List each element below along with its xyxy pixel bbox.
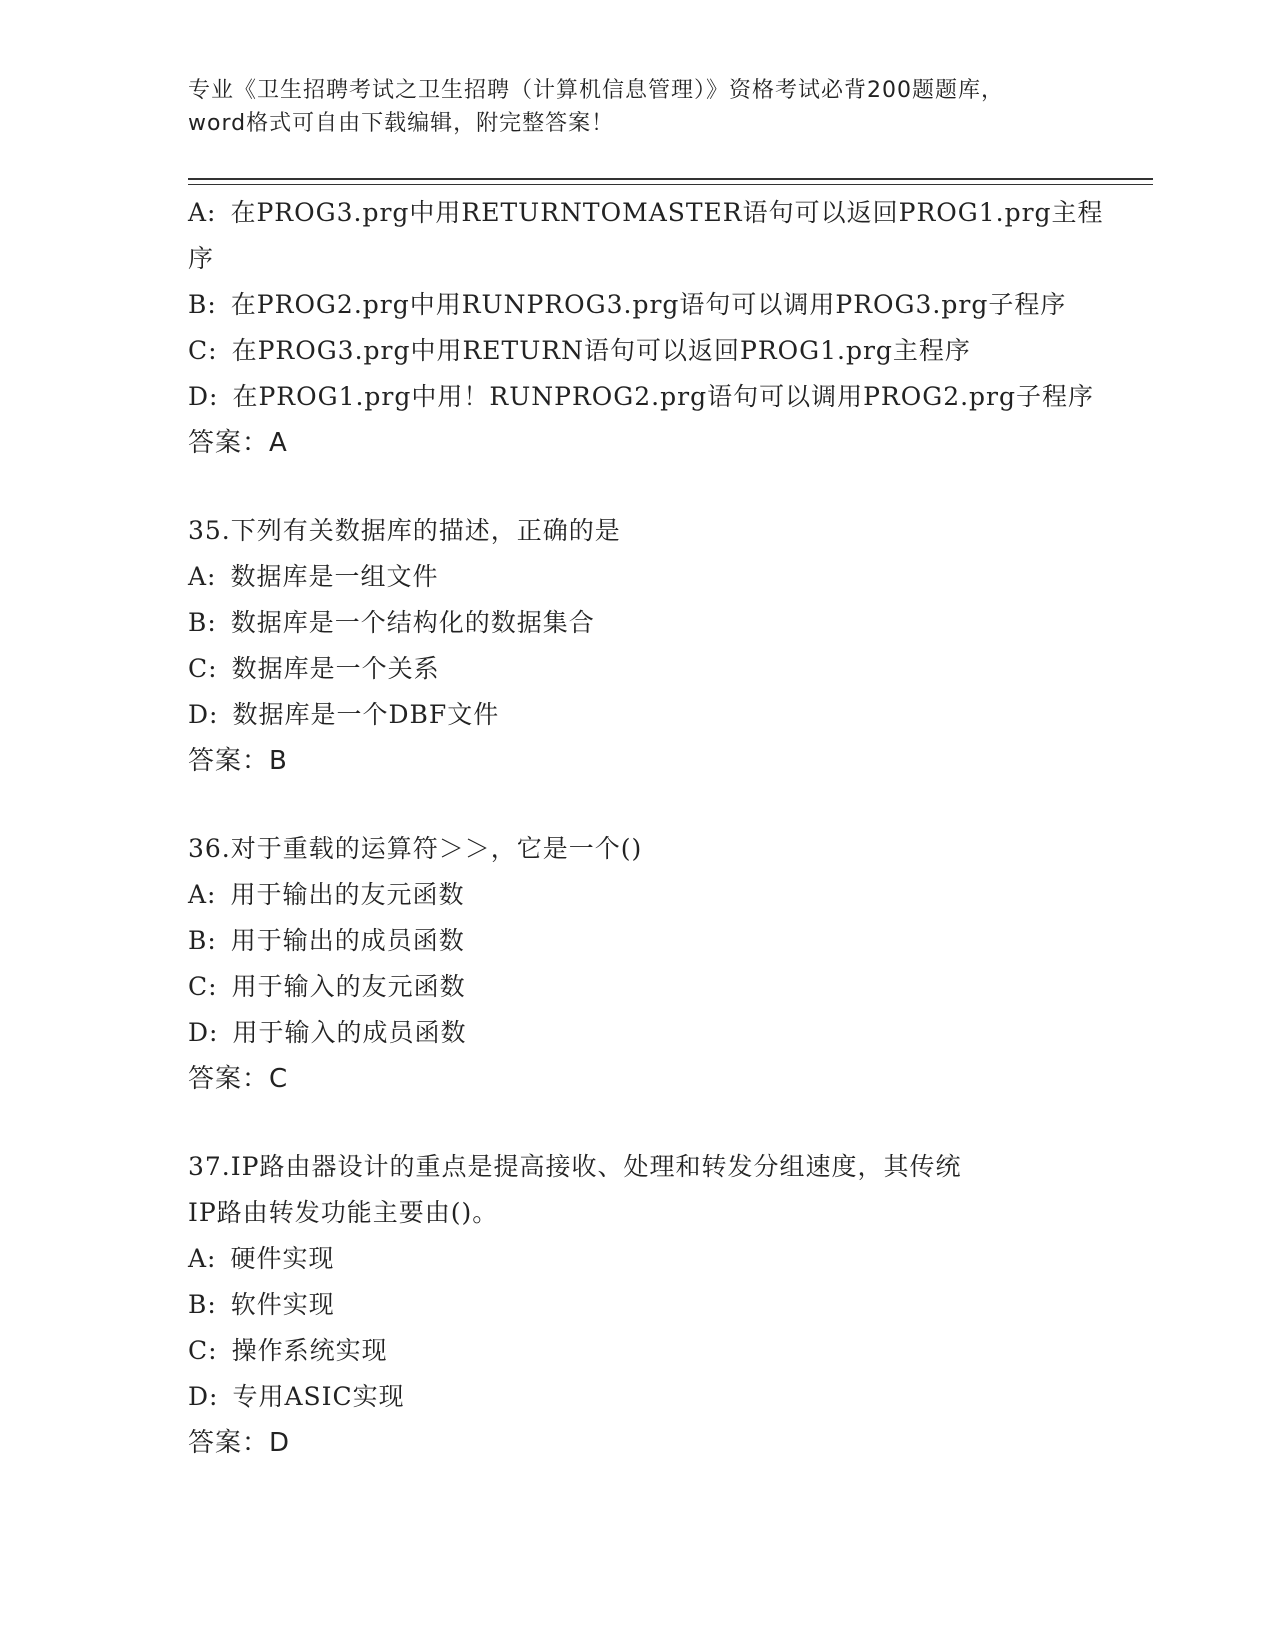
question-stem: 37.IP路由器设计的重点是提高接收、处理和转发分组速度，其传统: [188, 1152, 962, 1181]
option-d: [188, 692, 1088, 738]
option-text: 用于输出的成员函数: [230, 926, 465, 955]
option-text: 数据库是一个结构化的数据集合: [230, 608, 595, 637]
option-prefix: A:: [188, 562, 217, 591]
document-header: [188, 74, 1088, 140]
answer-line: 答案：B: [188, 746, 288, 776]
option-prefix: C:: [188, 336, 218, 365]
answer-line: 答案：D: [188, 1428, 291, 1458]
spacer: [188, 1102, 1088, 1144]
answer-line: 答案：C: [188, 1064, 289, 1094]
question-stem: 36.对于重载的运算符＞＞，它是一个(): [188, 834, 643, 863]
option-text: 用于输入的友元函数: [231, 972, 466, 1001]
header-line-2: word格式可自由下载编辑，附完整答案！: [188, 111, 615, 136]
question-block-34: [188, 190, 1104, 466]
option-prefix: B:: [188, 1290, 217, 1319]
question-stem-continuation: IP路由转发功能主要由()。: [188, 1198, 499, 1227]
option-a: [188, 872, 1088, 918]
header-divider-thick: [188, 178, 1153, 180]
option-a: [188, 190, 1104, 236]
option-c: [188, 646, 1088, 692]
option-a: [188, 554, 1088, 600]
question-block-37: [188, 1144, 1088, 1466]
option-a-continuation: 序: [188, 244, 215, 273]
option-text: 数据库是一个关系: [231, 654, 440, 683]
option-d: [188, 1010, 1088, 1056]
option-text: 用于输出的友元函数: [230, 880, 465, 909]
option-b: [188, 918, 1088, 964]
option-prefix: C:: [188, 972, 218, 1001]
option-prefix: A:: [188, 198, 217, 227]
option-prefix: D:: [188, 700, 219, 729]
option-prefix: B:: [188, 608, 217, 637]
option-c: [188, 964, 1088, 1010]
option-a: [188, 1236, 1088, 1282]
header-divider-thin: [188, 184, 1153, 185]
option-b: [188, 1282, 1088, 1328]
option-text: 在PROG1.prg中用！RUNPROG2.prg语句可以调用PROG2.prg子程序: [232, 382, 1095, 411]
spacer: [188, 466, 1088, 508]
option-text: 在PROG2.prg中用RUNPROG3.prg语句可以调用PROG3.prg子程序: [230, 290, 1067, 319]
option-d: [188, 374, 1095, 420]
question-block-36: [188, 826, 1088, 1102]
option-text: 软件实现: [230, 1290, 335, 1319]
question-block-35: [188, 508, 1088, 784]
option-text: 数据库是一个DBF文件: [232, 700, 500, 729]
option-prefix: D:: [188, 382, 219, 411]
question-stem: 35.下列有关数据库的描述，正确的是: [188, 516, 621, 545]
option-prefix: C:: [188, 1336, 218, 1365]
option-text: 数据库是一组文件: [230, 562, 439, 591]
option-prefix: D:: [188, 1382, 219, 1411]
option-d: [188, 1374, 1088, 1420]
option-c: [188, 1328, 1088, 1374]
question-list: [188, 190, 1104, 1466]
option-prefix: A:: [188, 1244, 217, 1273]
option-b: [188, 600, 1088, 646]
option-text: 硬件实现: [230, 1244, 335, 1273]
option-b: [188, 282, 1088, 328]
option-prefix: D:: [188, 1018, 219, 1047]
option-text: 在PROG3.prg中用RETURNTOMASTER语句可以返回PROG1.prg主程: [230, 198, 1104, 227]
option-text: 操作系统实现: [231, 1336, 388, 1365]
option-prefix: A:: [188, 880, 217, 909]
answer-line: 答案：A: [188, 428, 288, 458]
option-text: 用于输入的成员函数: [232, 1018, 467, 1047]
spacer: [188, 784, 1088, 826]
header-line-1: 专业《卫生招聘考试之卫生招聘（计算机信息管理）》资格考试必背200题题库，: [188, 78, 1004, 103]
option-prefix: B:: [188, 290, 217, 319]
option-text: 在PROG3.prg中用RETURN语句可以返回PROG1.prg主程序: [231, 336, 971, 365]
option-prefix: B:: [188, 926, 217, 955]
option-prefix: C:: [188, 654, 218, 683]
option-c: [188, 328, 1088, 374]
option-text: 专用ASIC实现: [232, 1382, 405, 1411]
